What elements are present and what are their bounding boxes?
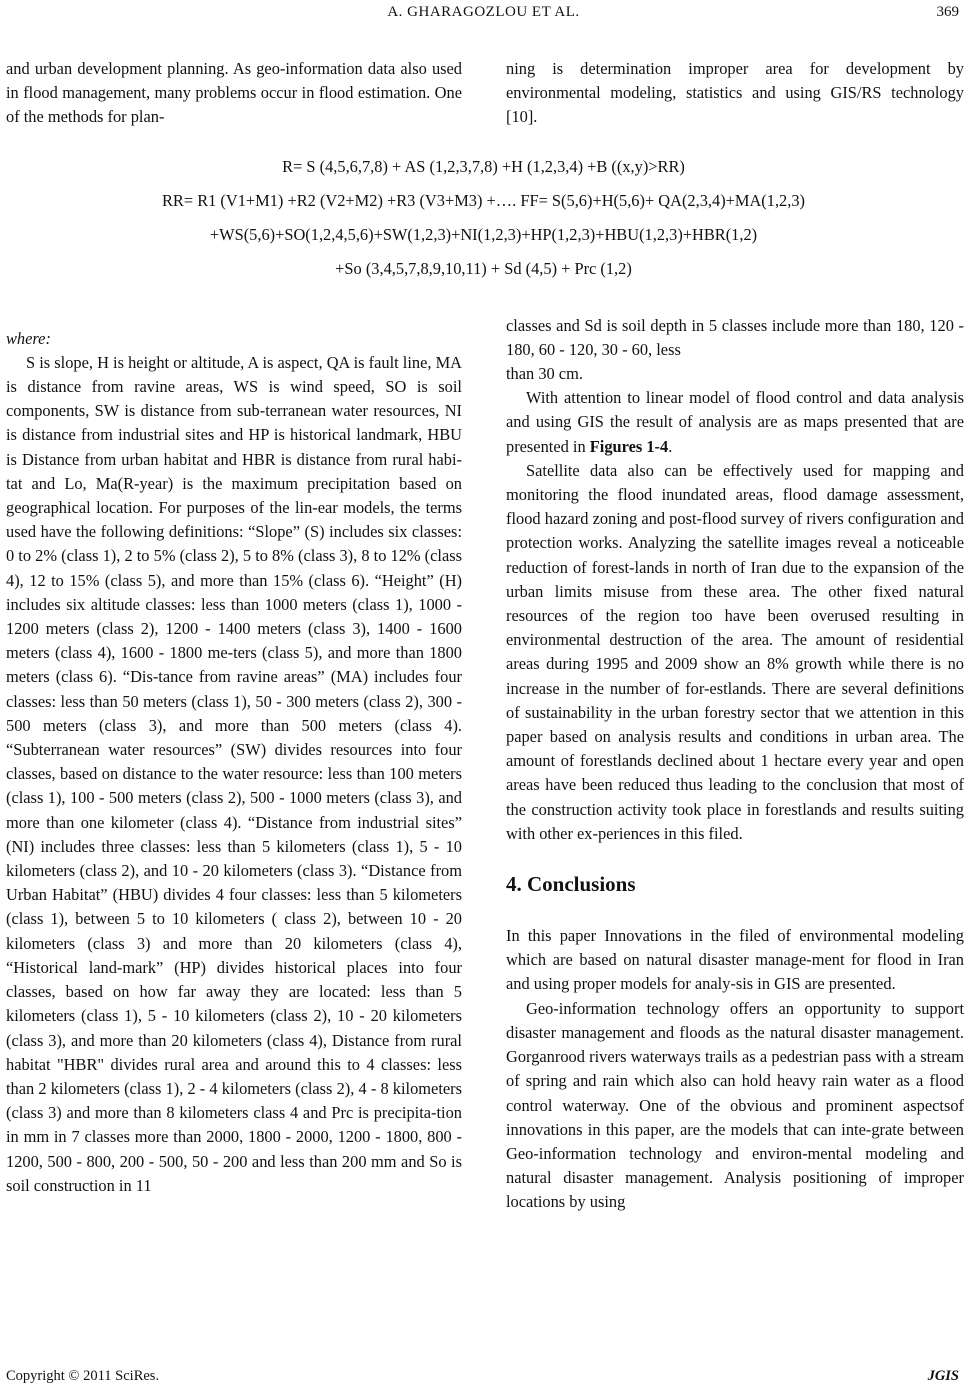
conclusions-paragraph-2: Geo-information technology offers an opportunity to support disaster management and floods as the natural disaster management. Gorganrood rivers waterways trails as a pedestrian pass with a stream of spring and rain which also can hold heavy rain water as a flood control waterway. One of the obvious and prominent aspectsof innovations in this paper, are the models that can inte-grate between Geo-information technology and environ-mental modeling and natural disaster management. Analysis positioning of improper locations by using: [506, 998, 964, 1212]
equation-3: +WS(5,6)+SO(1,2,4,5,6)+SW(1,2,3)+NI(1,2,3)+HP(1,2,3)+HBU(1,2,3)+HBR(1,2): [209, 225, 758, 244]
analysis-paragraph: With attention to linear model of flood control and data analysis and using GIS the result of analysis are as maps presented that are presented in Figures 1-4.: [506, 388, 964, 456]
soil-classes-end: than 30 cm.: [506, 364, 583, 384]
intro-text-right: ning is determination improper area for development by environmental modeling, statistics and using GIS/RS technology [10].: [506, 59, 964, 127]
satellite-paragraph: Satellite data also can be effectively used for mapping and monitoring the flood inundated areas, flood damage assessment, flood hazard zoning and post-flood survey of rivers configuration and protection works. Analyzing the satellite images reveal a noticeable reduction of forest-lands in north of Iran due to the expansion of the urban limits misuse from these area. The other fixed natural resources of the region too have been overused resulting in environmental destruction of the area. The amount of residential areas during 1995 and 2009 show an 8% growth while there is no increase in the number of for-estlands. There are several definitions of sustainability in the urban forestry sector that we attention in this paper based on analysis results and conditions in urban area. The amount of forestlands declined about 1 hectare every year and open areas have been reduced thus leading to the conclusion that most of the construction activity took place in forestlands and results suiting with other ex-periences in this filed.: [506, 460, 964, 843]
where-label: where:: [6, 328, 51, 348]
page-number: 369: [936, 4, 959, 20]
journal-name: JGIS: [927, 1368, 959, 1384]
intro-text-left: and urban development planning. As geo-information data also used in flood management, many problems occur in flood estimation. One of the methods for plan-: [6, 59, 462, 127]
figures-reference: Figures 1-4: [589, 436, 669, 456]
equation-4: +So (3,4,5,7,8,9,10,11) + Sd (4,5) + Prc (1,2): [335, 259, 632, 278]
variable-definitions: S is slope, H is height or altitude, A is aspect, QA is fault line, MA is distance from ravine areas, WS is wind speed, SO is soil components, SW is distance from sub-terranean water resources, NI is distance from industrial sites and HP is historical landmark, HBU is Distance from urban habitat and HBR is distance from rural habi-tat and Lo, Ma(R-year) is the maximum precipitation based on geographical location. For purposes of the lin-ear models, the terms used have the following definitions: “Slope” (S) includes six classes: 0 to 2% (class 1), 2 to 5% (class 2), 5 to 8% (class 3), 8 to 12% (class 4), 12 to 15% (class 5), and more than 15% (class 6). “Height” (H) includes six altitude classes: less than 1000 meters (class 1), 1000 - 1200 meters (class 2), 1200 - 1400 meters (class 3), 1400 - 1600 meters (class 4), 1600 - 1800 me-ters (class 5), and more than 1800 meters (class 6). “Dis-tance from ravine areas” (MA) includes four classes: less than 50 meters (class 1), 50 - 300 meters (class 2), 300 - 500 meters (class 3), and more than 500 meters (class 4). “Subterranean water resources” (SW) divides resources into four classes, based on distance to the water resource: less than 100 meters (class 1), 100 - 500 meters (class 2), 500 - 1000 meters (class 3), and more than one kilometer (class 4). “Distance from industrial sites” (NI) includes three classes: less than 5 kilometers (class 1), 5 - 10 kilometers (class 2), and 10 - 20 kilometers (class 3). “Distance from Urban Habitat” (HBU) divides 4 four classes: less than 5 kilometers (class 1), between 5 to 10 kilometers ( class 2), between 10 - 20 kilometers (class 3) and more than 20 kilometers (class 4), “Historical land-mark” (HP) divides historical places into four classes, based on how far away they are located: less than 5 kilometers (class 1), 5 - 10 kilometers (class 2), 10 - 20 kilometers (class 3), and more than 20 kilometers (class 4), Distance from rural habitat "HBR" divides rural area and around this to 4 classes: less than 2 kilometers (class 1), 2 - 4 kilometers (class 2), 4 - 8 kilometers (class 3) and more than 8 kilometers class 4 and Prc is precipita-tion in mm in 7 classes more than 2000, 1800 - 2000, 1200 - 1800, 800 - 1200, 500 - 800, 200 - 500, 50 - 200 and less than 200 mm and So is soil construction in 11: [6, 352, 462, 1195]
copyright-text: Copyright © 2011 SciRes.: [6, 1368, 160, 1384]
running-head: A. GHARAGOZLOU ET AL.: [387, 4, 580, 20]
page-header: [0, 4, 967, 26]
equation-1: R= S (4,5,6,7,8) + AS (1,2,3,7,8) +H (1,2,3,4) +B ((x,y)>RR): [282, 157, 685, 176]
equation-2: RR= R1 (V1+M1) +R2 (V2+M2) +R3 (V3+M3) +…. FF= S(5,6)+H(5,6)+ QA(2,3,4)+MA(1,2,3): [161, 191, 806, 210]
conclusions-paragraph-1: In this paper Innovations in the filed of environmental modeling which are based on natural disaster manage-ment for flood in Iran and using proper models for analy-sis in GIS are presented.: [506, 926, 964, 994]
right-column: [506, 57, 964, 1215]
soil-classes-text: classes and Sd is soil depth in 5 classes include more than 180, 120 - 180, 60 - 120, 30 - 60, less: [506, 315, 964, 359]
section-title-conclusions: 4. Conclusions: [506, 872, 636, 897]
